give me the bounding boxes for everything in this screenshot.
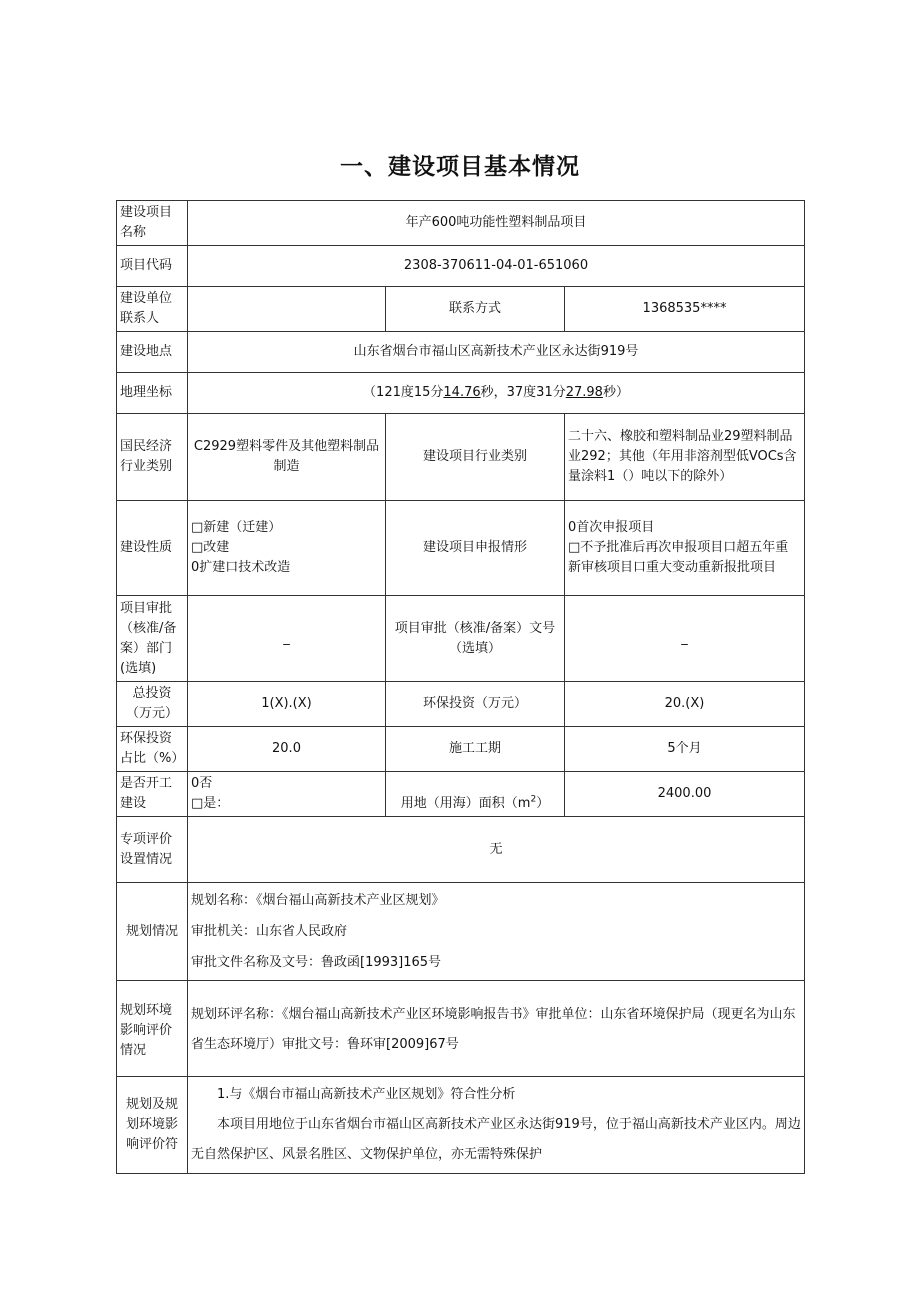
coords-prefix: （121度15分 bbox=[363, 385, 444, 400]
row-location bbox=[117, 332, 805, 373]
coords-seconds-1: 14.76 bbox=[443, 385, 481, 400]
compliance-paragraph: 本项目用地位于山东省烟台市福山区高新技术产业区永达街919号，位于福山高新技术产业区内。周边无自然保护区、风景名胜区、文物保护单位，亦无需特殊保护 bbox=[191, 1117, 801, 1162]
row-industry bbox=[117, 414, 805, 501]
nature-option-new: □新建（迁建） bbox=[191, 520, 282, 535]
row-started bbox=[117, 772, 805, 817]
contact-value bbox=[188, 287, 386, 332]
declare-option-other: □不予批准后再次申报项目口超五年重新审核项目口重大变动重新报批项目 bbox=[568, 540, 789, 575]
row-planning-eia bbox=[117, 981, 805, 1077]
approval-doc-label: 项目审批（核准/备案）文号（选填） bbox=[386, 596, 565, 682]
period-label: 施工工期 bbox=[386, 727, 565, 772]
env-investment-value: 20.(X) bbox=[565, 682, 805, 727]
industry-label: 国民经济行业类别 bbox=[117, 414, 188, 501]
area-label bbox=[386, 772, 565, 817]
coords-seconds-2: 27.98 bbox=[565, 385, 603, 400]
project-name-value: 年产600吨功能性塑料制品项目 bbox=[188, 201, 805, 246]
project-code-label: 项目代码 bbox=[117, 246, 188, 287]
area-value: 2400.00 bbox=[565, 772, 805, 817]
phone-value: 1368535**** bbox=[565, 287, 805, 332]
project-code-value: 2308-370611-04-01-651060 bbox=[188, 246, 805, 287]
planning-label: 规划情况 bbox=[117, 883, 188, 981]
area-label-suffix: ） bbox=[536, 796, 550, 811]
planning-authority: 审批机关：山东省人民政府 bbox=[191, 924, 348, 939]
declare-option-first: 0首次申报项目 bbox=[568, 520, 655, 535]
row-planning bbox=[117, 883, 805, 981]
coords-mid: 秒，37度31分 bbox=[480, 385, 566, 400]
planning-content bbox=[188, 883, 805, 981]
row-contact bbox=[117, 287, 805, 332]
area-label-text: 用地（用海）面积（m bbox=[400, 796, 531, 811]
coords-value bbox=[188, 373, 805, 414]
industry-value: C2929塑料零件及其他塑料制品制造 bbox=[188, 414, 386, 501]
approval-label: 项目审批（核准/备案）部门(选填) bbox=[117, 596, 188, 682]
ratio-value: 20.0 bbox=[188, 727, 386, 772]
area-label-sup: 2 bbox=[530, 794, 537, 805]
approval-value: _ bbox=[188, 596, 386, 682]
industry-category-value: 二十六、橡胶和塑料制品业29塑料制品业292；其他（年用非溶剂型低VOCs含量涂料1（）吨以下的除外） bbox=[565, 414, 805, 501]
special-label: 专项评价设置情况 bbox=[117, 817, 188, 883]
project-info-table bbox=[116, 200, 805, 1174]
planning-eia-value: 规划环评名称：《烟台福山高新技术产业区环境影响报告书》审批单位：山东省环境保护局（现更名为山东省生态环境厅）审批文号：鲁环审[2009]67号 bbox=[188, 981, 805, 1077]
declare-options bbox=[565, 501, 805, 596]
started-label: 是否开工建设 bbox=[117, 772, 188, 817]
compliance-content bbox=[188, 1077, 805, 1174]
row-project-code bbox=[117, 246, 805, 287]
ratio-label: 环保投资占比（%） bbox=[117, 727, 188, 772]
coords-suffix: 秒） bbox=[602, 385, 629, 400]
phone-label: 联系方式 bbox=[386, 287, 565, 332]
started-options bbox=[188, 772, 386, 817]
nature-options bbox=[188, 501, 386, 596]
nature-label: 建设性质 bbox=[117, 501, 188, 596]
row-coords bbox=[117, 373, 805, 414]
row-special bbox=[117, 817, 805, 883]
investment-value: 1(X).(X) bbox=[188, 682, 386, 727]
page-title: 一、建设项目基本情况 bbox=[340, 154, 580, 180]
compliance-label: 规划及规划环境影响评价符 bbox=[117, 1077, 188, 1174]
row-compliance bbox=[117, 1077, 805, 1174]
row-project-name bbox=[117, 201, 805, 246]
planning-eia-label: 规划环境影响评价情况 bbox=[117, 981, 188, 1077]
location-value: 山东省烟台市福山区高新技术产业区永达街919号 bbox=[188, 332, 805, 373]
env-investment-label: 环保投资（万元） bbox=[386, 682, 565, 727]
row-investment bbox=[117, 682, 805, 727]
planning-name: 规划名称：《烟台福山高新技术产业区规划》 bbox=[191, 893, 445, 908]
contact-label: 建设单位联系人 bbox=[117, 287, 188, 332]
project-name-label: 建设项目名称 bbox=[117, 201, 188, 246]
location-label: 建设地点 bbox=[117, 332, 188, 373]
special-value: 无 bbox=[188, 817, 805, 883]
compliance-heading: 1.与《烟台市福山高新技术产业区规划》符合性分析 bbox=[217, 1087, 516, 1102]
investment-label: 总投资（万元） bbox=[117, 682, 188, 727]
row-ratio bbox=[117, 727, 805, 772]
started-option-yes: □是： bbox=[191, 796, 230, 811]
planning-document: 审批文件名称及文号：鲁政函[1993]165号 bbox=[191, 955, 442, 970]
row-approval bbox=[117, 596, 805, 682]
period-value: 5个月 bbox=[565, 727, 805, 772]
coords-label: 地理坐标 bbox=[117, 373, 188, 414]
industry-category-label: 建设项目行业类别 bbox=[386, 414, 565, 501]
declare-label: 建设项目申报情形 bbox=[386, 501, 565, 596]
nature-option-rebuild: □改建 bbox=[191, 540, 230, 555]
started-option-no: 0否 bbox=[191, 776, 213, 791]
nature-option-expand: 0扩建口技术改造 bbox=[191, 560, 291, 575]
row-nature bbox=[117, 501, 805, 596]
approval-doc-value: _ bbox=[565, 596, 805, 682]
